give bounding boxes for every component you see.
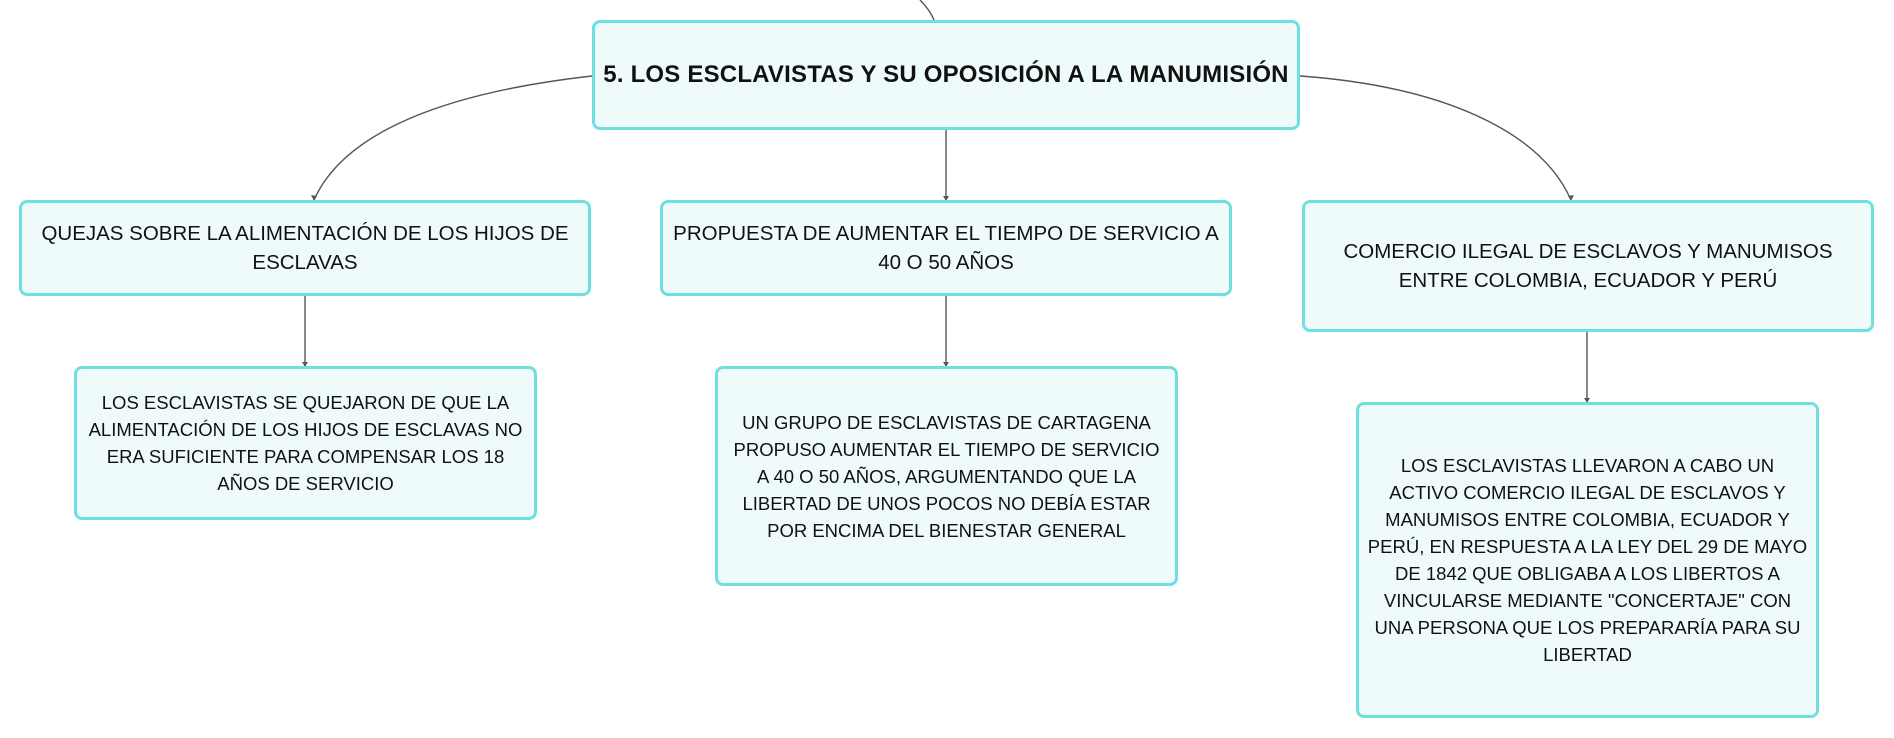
root-node-label: 5. LOS ESCLAVISTAS Y SU OPOSICIÓN A LA MANUMISIÓN (603, 61, 1289, 88)
connector-root-to-topic-1 (314, 76, 592, 200)
detail-node-text: LOS ESCLAVISTAS SE QUEJARON DE QUE LA ALIMENTACIÓN DE LOS HIJOS DE ESCLAVAS NO ERA SUFICIENTE PARA COMPENSAR LOS 18 AÑOS DE SERVICIO (88, 392, 523, 494)
root-node[interactable] (592, 20, 1300, 130)
topic-node-2[interactable] (660, 200, 1232, 296)
topic-node-label: COMERCIO ILEGAL DE ESCLAVOS Y MANUMISOS ENTRE COLOMBIA, ECUADOR Y PERÚ (1343, 240, 1833, 292)
topic-node-label: QUEJAS SOBRE LA ALIMENTACIÓN DE LOS HIJOS DE ESCLAVAS (41, 222, 569, 274)
topic-node-1[interactable] (19, 200, 591, 296)
detail-node-1[interactable] (74, 366, 537, 520)
topic-node-label: PROPUESTA DE AUMENTAR EL TIEMPO DE SERVICIO A 40 O 50 AÑOS (673, 222, 1219, 274)
connector-from-parent (920, 0, 934, 20)
detail-node-2[interactable] (715, 366, 1178, 586)
detail-node-text: UN GRUPO DE ESCLAVISTAS DE CARTAGENA PROPUSO AUMENTAR EL TIEMPO DE SERVICIO A 40 O 50 AÑOS, ARGUMENTANDO QUE LA LIBERTAD DE UNOS POCOS NO DEBÍA ESTAR POR ENCIMA DEL BIENESTAR GENERAL (733, 411, 1160, 541)
topic-node-3[interactable] (1302, 200, 1874, 332)
connector-root-to-topic-3 (1300, 76, 1571, 200)
detail-node-3[interactable] (1356, 402, 1819, 718)
detail-node-text: LOS ESCLAVISTAS LLEVARON A CABO UN ACTIVO COMERCIO ILEGAL DE ESCLAVOS Y MANUMISOS ENTRE COLOMBIA, ECUADOR Y PERÚ, EN RESPUESTA A LA LEY DEL 29 DE MAYO DE 1842 QUE OBLIGABA A LOS LIBERTOS A VINCULARSE MEDIANTE "CONCERTAJE" CON UNA PERSONA QUE LOS PREPARARÍA PARA SU LIBERTAD (1367, 455, 1808, 665)
